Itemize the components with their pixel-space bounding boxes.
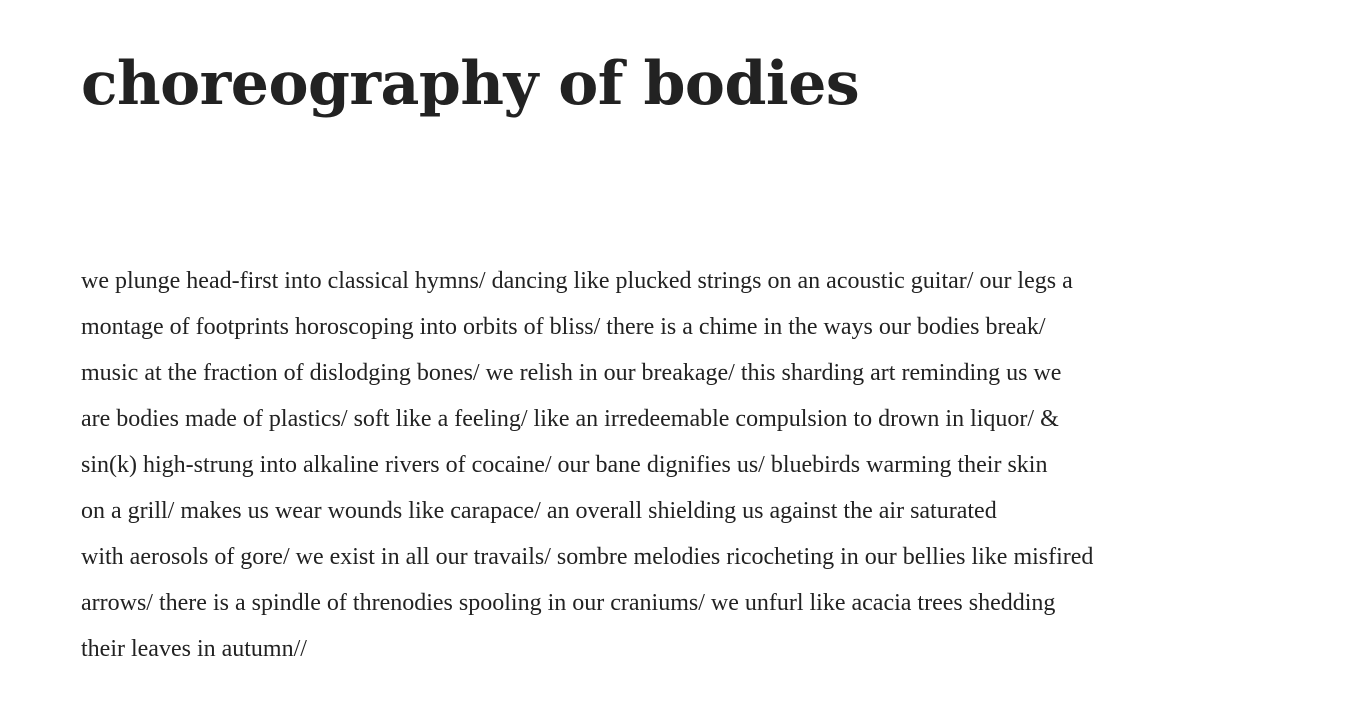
poem-line: are bodies made of plastics/ soft like a feeling/ like an irredeemable compulsion to drown in liquor/ & xyxy=(81,406,1059,432)
poem-line: their leaves in autumn// xyxy=(81,636,307,662)
poem-line: sin(k) high-strung into alkaline rivers of cocaine/ our bane dignifies us/ bluebirds warming their skin xyxy=(81,452,1048,478)
poem-line: arrows/ there is a spindle of threnodies spooling in our craniums/ we unfurl like acacia trees shedding xyxy=(81,590,1056,616)
poem-line: we plunge head-first into classical hymns/ dancing like plucked strings on an acoustic guitar/ our legs a xyxy=(81,268,1073,294)
page-title: choreography of bodies xyxy=(81,49,860,119)
poem-line: on a grill/ makes us wear wounds like carapace/ an overall shielding us against the air saturated xyxy=(81,498,997,524)
poem-line: montage of footprints horoscoping into orbits of bliss/ there is a chime in the ways our bodies break/ xyxy=(81,314,1046,340)
poem-line: music at the fraction of dislodging bones/ we relish in our breakage/ this sharding art reminding us we xyxy=(81,360,1062,386)
poem-body xyxy=(81,258,1311,672)
poem-line: with aerosols of gore/ we exist in all our travails/ sombre melodies ricocheting in our bellies like misfired xyxy=(81,544,1094,570)
